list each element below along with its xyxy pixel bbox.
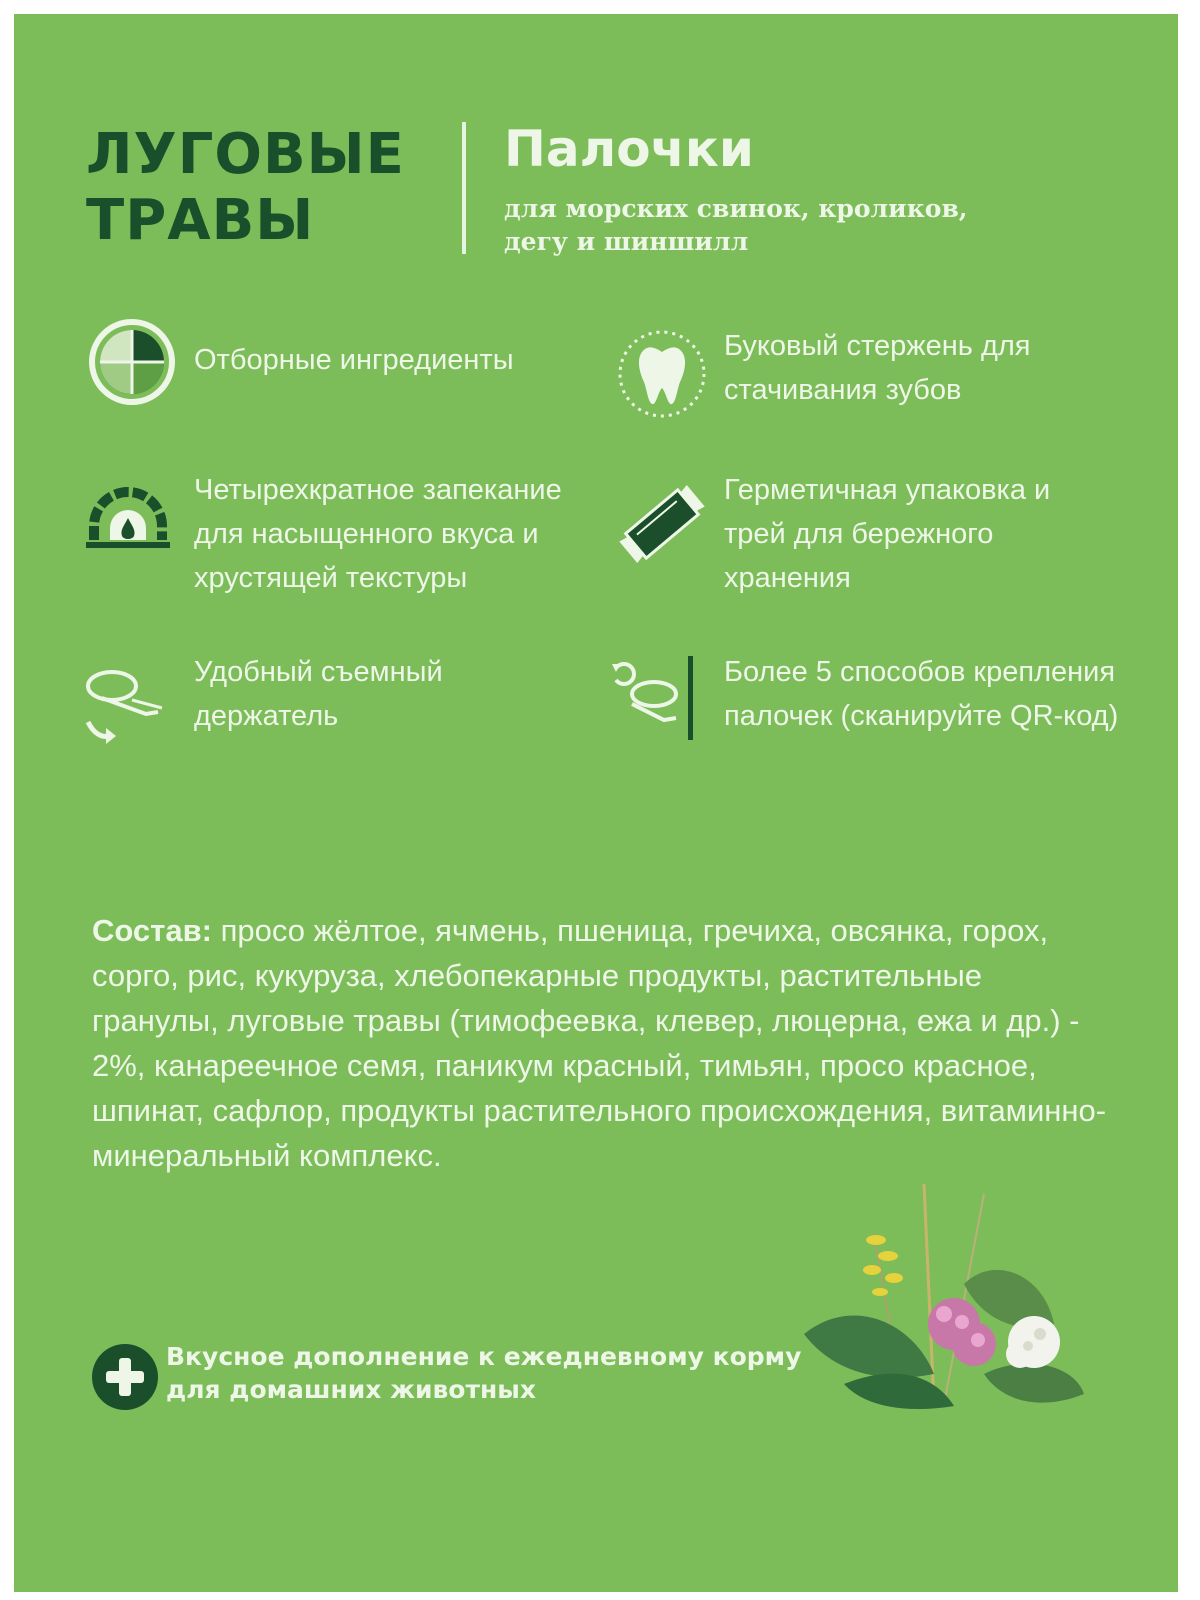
brand-line-2: ТРАВЫ [86,188,315,253]
feature-text-holder: Удобный съемный держатель [194,656,443,732]
tooth-icon [614,326,710,422]
brand-title [86,122,405,254]
product-title: Палочки [504,120,754,178]
composition-text [92,908,1112,1178]
oven-icon [80,470,176,566]
holder-icon [76,652,172,748]
feature-text-ingredients: Отборные ингредиенты [194,344,514,376]
composition-ingredients: просо жёлтое, ячмень, пшеница, гречиха, овсянка, горох, сорго, рис, кукуруза, хлебопекарные продукты, растительные гранулы, луговые травы (тимофеевка, клевер, люцерна, ежа и др.) - 2%, канареечное семя, паникум красный, тимьян, просо красное, шпинат, сафлор, продукты растительного происхождения, витаминно-минеральный комплекс. [92,913,1107,1173]
product-panel [14,14,1178,1592]
quality-ingredients-icon [84,314,180,410]
mount-icon [602,648,698,744]
feature-text-package: Герметичная упаковка и трей для бережного хранения [724,474,1051,594]
tagline: Вкусное дополнение к ежедневному корму для домашних животных [166,1342,802,1404]
plus-icon [92,1344,158,1410]
feature-text-oven: Четырехкратное запекание для насыщенного вкуса и хрустящей текстуры [194,474,562,594]
meadow-herbs-illustration [784,1174,1104,1434]
product-subtitle: для морских свинок, кроликов, дегу и шиншилл [504,194,968,256]
feature-text-tooth: Буковый стержень для стачивания зубов [724,330,1031,406]
brand-line-1: ЛУГОВЫЕ [86,122,405,187]
composition-label: Состав: [92,913,212,948]
feature-text-mount: Более 5 способов крепления палочек (сканируйте QR-код) [724,656,1119,732]
package-icon [614,476,710,572]
header-divider [462,122,466,254]
